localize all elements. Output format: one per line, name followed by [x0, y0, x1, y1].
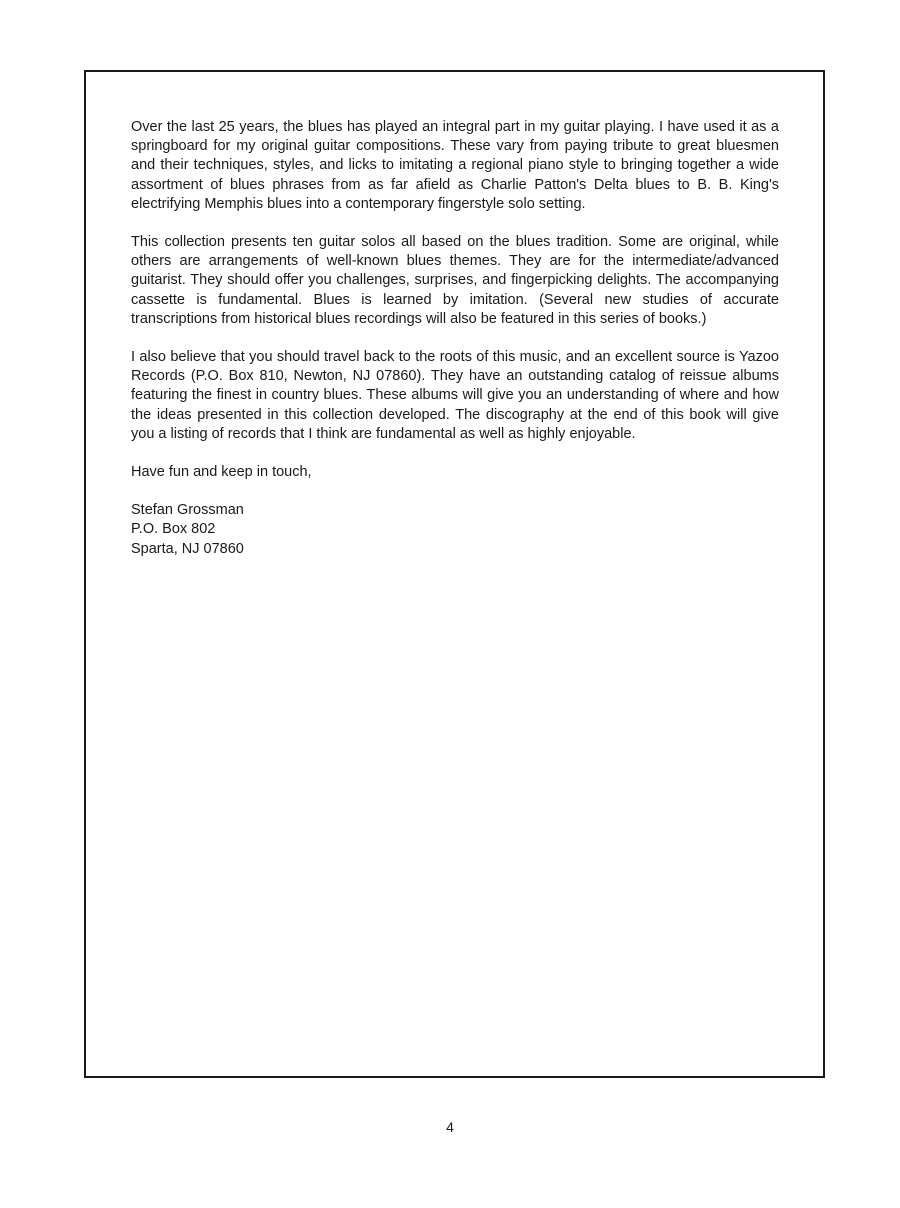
paragraph-collection: This collection presents ten guitar solos all based on the blues tradition. Some are original, while others are arrangements of well-known blues themes. They are for the intermediate/advanced guitarist. They should offer you challenges, surprises, and fingerpicking delights. The accompanying cassette is fundamental. Blues is learned by imitation. (Several new studies of accurate transcriptions from historical blues recordings will also be featured in this series of books.)	[131, 234, 779, 327]
signature-address-line2: Sparta, NJ 07860	[131, 540, 244, 557]
page-number: 4	[446, 1119, 454, 1135]
signature-address-line1: P.O. Box 802	[131, 521, 216, 538]
closing-line: Have fun and keep in touch,	[131, 464, 312, 481]
paragraph-blues-history: Over the last 25 years, the blues has played an integral part in my guitar playing. I have used it as a springboard for my original guitar compositions. These vary from paying tribute to great bluesmen and their techniques, styles, and licks to imitating a regional piano style to bringing together a wide assortment of blues phrases from as far afield as Charlie Patton's Delta blues to B. B. King's electrifying Memphis blues into a contemporary fingerstyle solo setting.	[131, 119, 779, 212]
signature-name: Stefan Grossman	[131, 502, 244, 519]
paragraph-yazoo-records: I also believe that you should travel back to the roots of this music, and an excellent source is Yazoo Records (P.O. Box 810, Newton, NJ 07860). They have an outstanding catalog of reissue albums featuring the finest in country blues. These albums will give you an understanding of where and how the ideas presented in this collection developed. The discography at the end of this book will give you a listing of records that I think are fundamental as well as highly enjoyable.	[131, 349, 779, 442]
letter-body	[131, 118, 779, 559]
signature-block	[131, 501, 779, 559]
